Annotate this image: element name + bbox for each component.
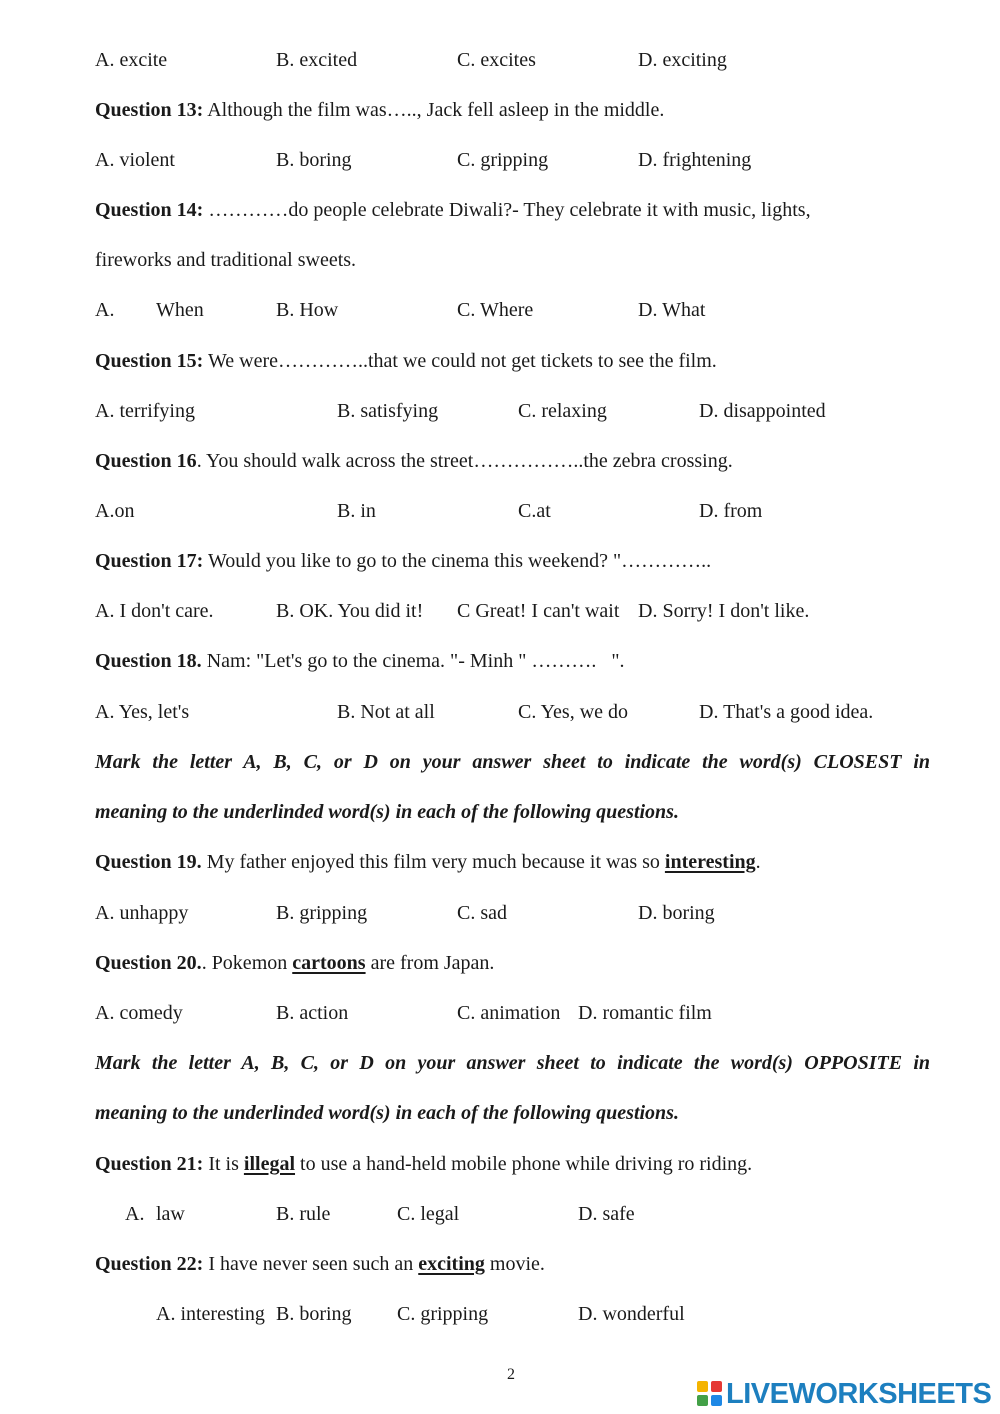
q13-option-c[interactable]: C. gripping (457, 149, 549, 171)
question-17-label: Question 17: (95, 550, 204, 572)
q21-option-b[interactable]: B. rule (276, 1203, 331, 1225)
instruction-opposite-line1: Mark the letter A, B, C, or D on your answer sheet to indicate the word(s) OPPOSITE in (95, 1052, 930, 1074)
q20-option-c[interactable]: C. animation (457, 1002, 561, 1024)
q19-option-c[interactable]: C. sad (457, 902, 507, 924)
question-19-text-end: . (755, 851, 761, 873)
question-20-text: . Pokemon (201, 952, 293, 974)
q14-option-d[interactable]: D. What (638, 299, 706, 321)
q17-option-c[interactable]: C Great! I can't wait (457, 600, 620, 622)
instruction-closest-line2: meaning to the underlinded word(s) in each of the following questions. (95, 801, 679, 823)
q20-option-b[interactable]: B. action (276, 1002, 349, 1024)
q18-option-a[interactable]: A. Yes, let's (95, 701, 190, 723)
question-21-label: Question 21: (95, 1153, 204, 1175)
question-16-text: . You should walk across the street……………..the zebra crossing. (196, 450, 733, 472)
question-18-label: Question 18. (95, 650, 202, 672)
q17-option-d[interactable]: D. Sorry! I don't like. (638, 600, 810, 622)
q13-option-b[interactable]: B. boring (276, 149, 352, 171)
page-number: 2 (507, 1366, 515, 1383)
q12-option-a[interactable]: A. excite (95, 49, 168, 71)
question-17 (95, 546, 711, 576)
q12-option-d[interactable]: D. exciting (638, 49, 727, 71)
q12-option-b[interactable]: B. excited (276, 49, 358, 71)
q20-option-d[interactable]: D. romantic film (578, 1002, 712, 1024)
question-18-text: Nam: "Let's go to the cinema. "- Minh " ………. ". (201, 650, 625, 672)
q19-option-b[interactable]: B. gripping (276, 902, 368, 924)
question-16-label: Question 16 (95, 450, 197, 472)
question-22-label: Question 22: (95, 1253, 204, 1275)
q16-option-c[interactable]: C.at (518, 500, 551, 522)
question-21-text-end: to use a hand-held mobile phone while driving ro riding. (295, 1153, 753, 1175)
question-20-label: Question 20. (95, 952, 202, 974)
question-20-text-end: are from Japan. (365, 952, 495, 974)
q14-option-b[interactable]: B. How (276, 299, 339, 321)
q22-option-d[interactable]: D. wonderful (578, 1303, 685, 1325)
q22-option-b[interactable]: B. boring (276, 1303, 352, 1325)
question-19-keyword: interesting (664, 851, 756, 873)
question-14-label: Question 14: (95, 199, 204, 221)
question-19-text: My father enjoyed this film very much because it was so (201, 851, 665, 873)
q21-option-d[interactable]: D. safe (578, 1203, 635, 1225)
question-18 (95, 646, 625, 676)
question-15-text: We were…………..that we could not get tickets to see the film. (203, 350, 717, 372)
instruction-opposite-line2: meaning to the underlinded word(s) in each of the following questions. (95, 1102, 679, 1124)
q19-option-a[interactable]: A. unhappy (95, 902, 189, 924)
liveworksheets-logo-text: LIVEWORKSHEETS (726, 1377, 992, 1410)
liveworksheets-logo-icon (697, 1381, 723, 1407)
q17-option-b[interactable]: B. OK. You did it! (276, 600, 424, 622)
question-15 (95, 346, 717, 376)
q22-option-a[interactable]: A. interesting (156, 1303, 265, 1325)
q22-option-c[interactable]: C. gripping (397, 1303, 489, 1325)
question-20 (95, 948, 494, 978)
q19-option-d[interactable]: D. boring (638, 902, 715, 924)
question-14-text: …………do people celebrate Diwali?- They celebrate it with music, lights, (203, 199, 811, 221)
question-17-text: Would you like to go to the cinema this weekend? "………….. (203, 550, 712, 572)
q15-option-b[interactable]: B. satisfying (337, 400, 439, 422)
question-13-label: Question 13: (95, 99, 204, 121)
liveworksheets-logo[interactable] (697, 1374, 991, 1414)
q15-option-c[interactable]: C. relaxing (518, 400, 607, 422)
question-16 (95, 446, 733, 476)
q17-option-a[interactable]: A. I don't care. (95, 600, 214, 622)
question-13 (95, 95, 664, 125)
q21-option-c[interactable]: C. legal (397, 1203, 460, 1225)
q13-option-d[interactable]: D. frightening (638, 149, 752, 171)
q12-option-c[interactable]: C. excites (457, 49, 536, 71)
question-20-keyword: cartoons (292, 952, 366, 974)
q16-option-b[interactable]: B. in (337, 500, 376, 522)
question-21 (95, 1149, 752, 1179)
q21-option-a-letter[interactable]: A. (125, 1203, 145, 1225)
question-14-continuation: fireworks and traditional sweets. (95, 249, 357, 271)
question-19 (95, 847, 761, 877)
q15-option-a[interactable]: A. terrifying (95, 400, 195, 422)
q14-option-a-letter[interactable]: A. (95, 299, 115, 321)
question-15-label: Question 15: (95, 350, 204, 372)
q16-option-d[interactable]: D. from (699, 500, 763, 522)
question-19-label: Question 19. (95, 851, 202, 873)
question-22-keyword: exciting (418, 1253, 485, 1275)
question-14 (95, 195, 811, 225)
q18-option-c[interactable]: C. Yes, we do (518, 701, 629, 723)
q14-option-c[interactable]: C. Where (457, 299, 534, 321)
q18-option-b[interactable]: B. Not at all (337, 701, 435, 723)
q13-option-a[interactable]: A. violent (95, 149, 175, 171)
question-21-keyword: illegal (243, 1153, 296, 1175)
q18-option-d[interactable]: D. That's a good idea. (699, 701, 874, 723)
q21-option-a[interactable]: law (156, 1203, 185, 1225)
q16-option-a[interactable]: A.on (95, 500, 135, 522)
question-22-text: I have never seen such an (203, 1253, 419, 1275)
question-22-text-end: movie. (484, 1253, 545, 1275)
question-13-text: Although the film was….., Jack fell asleep in the middle. (203, 99, 665, 121)
q20-option-a[interactable]: A. comedy (95, 1002, 183, 1024)
q15-option-d[interactable]: D. disappointed (699, 400, 826, 422)
question-22 (95, 1249, 545, 1279)
instruction-closest-line1: Mark the letter A, B, C, or D on your answer sheet to indicate the word(s) CLOSEST in (95, 751, 930, 773)
q14-option-a[interactable]: When (156, 299, 204, 321)
question-21-text: It is (203, 1153, 244, 1175)
